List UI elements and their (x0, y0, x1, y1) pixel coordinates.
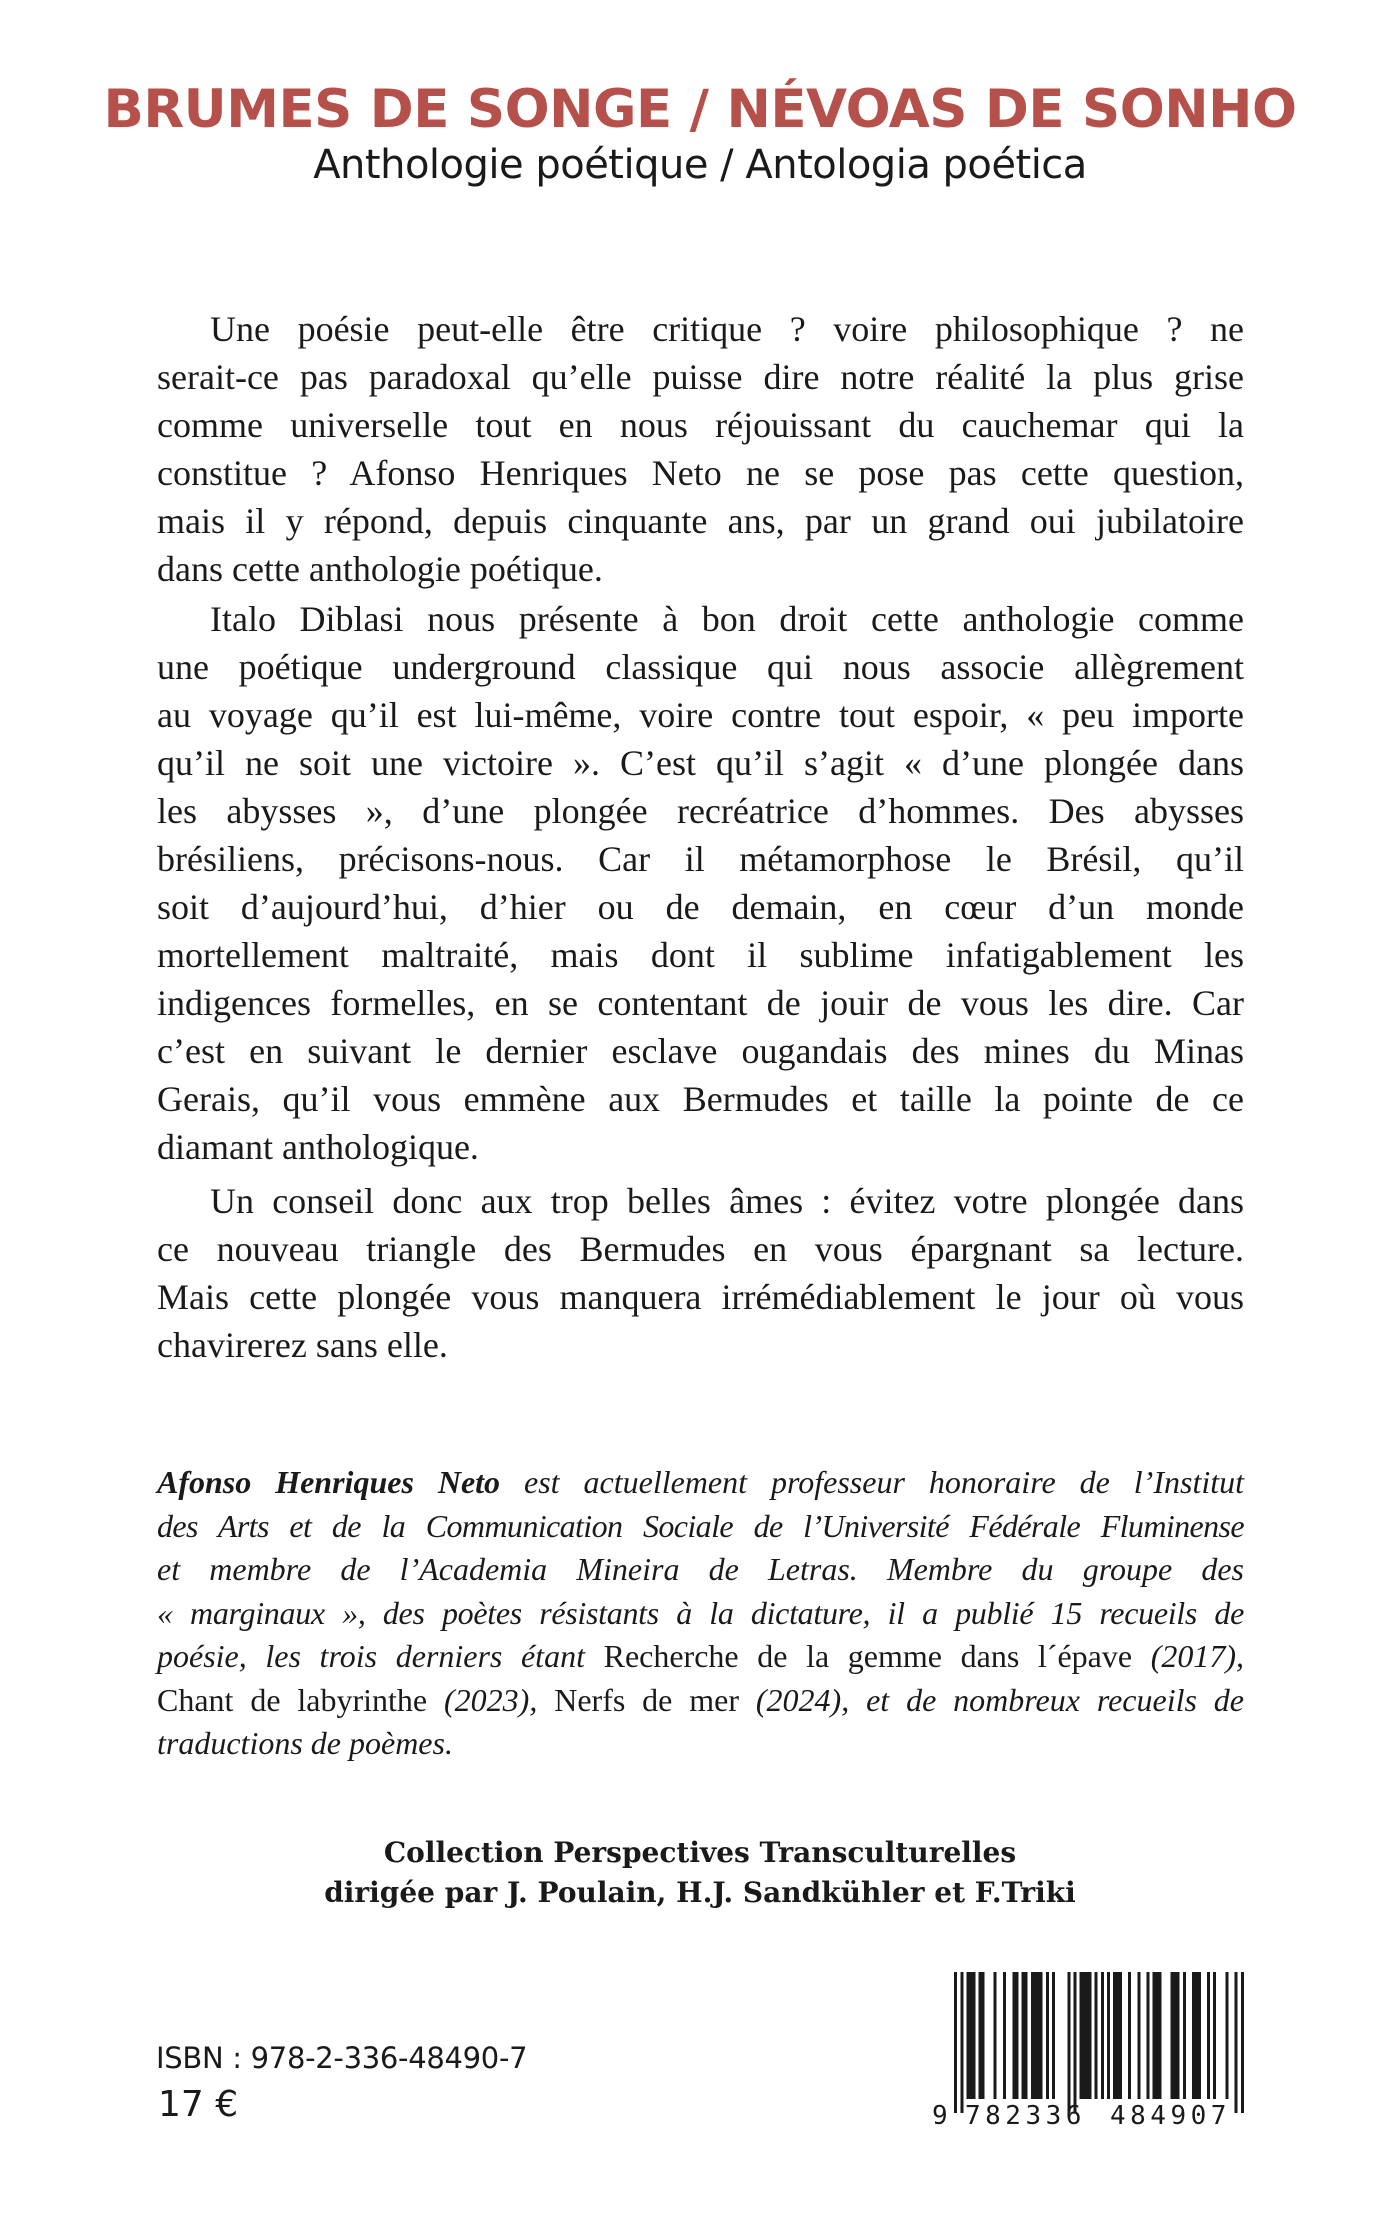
text-line: les abysses », d’une plongée recréatrice d’hommes. Des abysses (157, 791, 1244, 831)
bio-text: poésie, les trois derniers étant (157, 1638, 604, 1674)
book-title-chant: Chant de labyrinthe (157, 1681, 428, 1718)
book-title-recherche: Recherche de la gemme dans l´épave (603, 1638, 1133, 1674)
author-bio (157, 1461, 1244, 1766)
text-line: indigences formelles, en se contentant de jouir de vous les dire. Car (157, 983, 1244, 1023)
collection-info (0, 1833, 1400, 1913)
text-line: Une poésie peut-elle être critique ? voire philosophique ? ne (210, 309, 1244, 349)
bio-year: (2023), (427, 1681, 555, 1718)
text-line: chavirerez sans elle. (157, 1325, 448, 1365)
text-line: une poétique underground classique qui nous associe allègrement (157, 647, 1244, 687)
text-line: brésiliens, précisons-nous. Car il métamorphose le Brésil, qu’il (157, 839, 1244, 879)
text-line: au voyage qu’il est lui-même, voire contre tout espoir, « peu importe (157, 695, 1244, 735)
collection-name: Collection Perspectives Transculturelles (383, 1836, 1017, 1869)
text-line: mais il y répond, depuis cinquante ans, par un grand oui jubilatoire (157, 501, 1244, 541)
text-line: soit d’aujourd’hui, d’hier ou de demain, en cœur d’un monde (157, 887, 1244, 927)
barcode-digit-first: 9 (932, 2101, 948, 2131)
book-subtitle: Anthologie poétique / Antologia poética (313, 142, 1087, 188)
author-name: Afonso Henriques Neto (157, 1464, 501, 1500)
collection-editors: dirigée par J. Poulain, H.J. Sandkühler et F.Triki (324, 1876, 1076, 1909)
text-line: mortellement maltraité, mais dont il sublime infatigablement les (157, 935, 1244, 975)
bio-line: des Arts et de la Communication Sociale de l’Université Fédérale Fluminense (157, 1507, 1244, 1544)
bio-line: traductions de poèmes. (157, 1725, 453, 1761)
text-line: constitue ? Afonso Henriques Neto ne se pose pas cette question, (157, 453, 1244, 493)
text-line: serait-ce pas paradoxal qu’elle puisse dire notre réalité la plus grise (157, 357, 1244, 397)
bio-text: est actuellement professeur honoraire de l’Institut (500, 1464, 1245, 1500)
text-line: dans cette anthologie poétique. (157, 549, 603, 589)
blurb-paragraph-2 (157, 595, 1244, 1171)
text-line: qu’il ne soit une victoire ». C’est qu’il s’agit « d’une plongée dans (157, 743, 1244, 783)
barcode-digits-right: 484907 (1110, 2101, 1231, 2131)
text-line: Un conseil donc aux trop belles âmes : évitez votre plongée dans (210, 1181, 1244, 1221)
bio-year: (2017), (1132, 1638, 1245, 1674)
bio-line: et membre de l’Academia Mineira de Letras. Membre du groupe des (157, 1551, 1244, 1587)
text-line: comme universelle tout en nous réjouissant du cauchemar qui la (157, 405, 1244, 445)
price: 17 € (158, 2084, 239, 2125)
text-line: c’est en suivant le dernier esclave ougandais des mines du Minas (157, 1031, 1244, 1071)
text-line: diamant anthologique. (157, 1127, 479, 1167)
isbn-number: ISBN : 978-2-336-48490-7 (156, 2041, 528, 2075)
bio-line (157, 1461, 1244, 1505)
isbn-barcode (928, 1968, 1258, 2138)
text-line: Italo Diblasi nous présente à bon droit cette anthologie comme (210, 599, 1244, 639)
bio-line: « marginaux », des poètes résistants à la dictature, il a publié 15 recueils de (157, 1594, 1244, 1631)
text-line: Mais cette plongée vous manquera irrémédiablement le jour où vous (157, 1277, 1244, 1317)
bio-text: (2024), et de nombreux recueils de (739, 1681, 1245, 1718)
blurb-paragraph-3 (157, 1177, 1244, 1369)
bio-line (157, 1679, 1244, 1723)
blurb-paragraph-1 (157, 305, 1244, 593)
book-title-nerfs: Nerfs de mer (554, 1681, 740, 1718)
barcode-digits-left: 782336 (965, 2101, 1086, 2131)
text-line: ce nouveau triangle des Bermudes en vous épargnant sa lecture. (157, 1229, 1244, 1269)
text-line: Gerais, qu’il vous emmène aux Bermudes et taille la pointe de ce (157, 1079, 1244, 1119)
bio-line (157, 1635, 1244, 1679)
book-title: BRUMES DE SONGE / NÉVOAS DE SONHO (103, 79, 1297, 140)
